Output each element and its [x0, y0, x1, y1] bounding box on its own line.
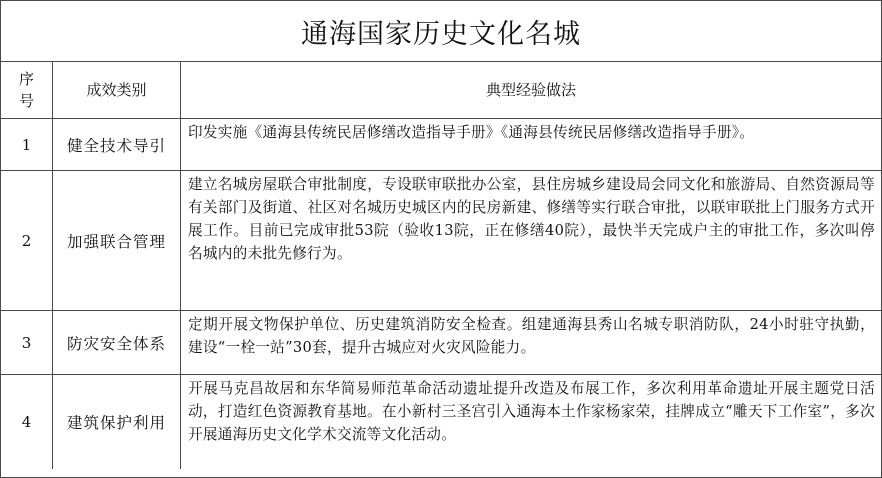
row-4-number: 4 — [1, 375, 53, 469]
row-3-category: 防灾安全体系 — [53, 311, 181, 375]
header-number-line1: 序 — [18, 70, 34, 88]
row-2-method: 建立名城房屋联合审批制度，专设联审联批办公室，县住房城乡建设局会同文化和旅游局、自然资源局等有关部门及街道、社区对名城历史城区内的民房新建、修缮等实行联合审批，以联审联批上门服务方式开展工作。目前已完成审批53院（验收13院，正在修缮40院），最快半天完成户主的审批工作，多次叫停名城内的未批先修行为。 — [181, 171, 881, 311]
row-4-method: 开展马克昌故居和东华简易师范革命活动遗址提升改造及布展工作，多次利用革命遗址开展主题党日活动，打造红色资源教育基地。在小新村三圣宫引入通海本土作家杨家荣，挂牌成立“雕天下工作室”，多次开展通海历史文化学术交流等文化活动。 — [188, 380, 875, 443]
row-1-number: 1 — [1, 119, 53, 171]
header-method: 典型经验做法 — [181, 62, 881, 119]
row-1-method: 印发实施《通海县传统民居修缮改造指导手册》《通海县传统民居修缮改造指导手册》。 — [181, 119, 881, 171]
row-3-method: 定期开展文物保护单位、历史建筑消防安全检查。组建通海县秀山名城专职消防队，24小时驻守执勤，建设“一栓一站”30套，提升古城应对火灾风险能力。 — [181, 311, 881, 375]
table-grid — [1, 62, 881, 469]
header-number-line2: 号 — [18, 92, 34, 110]
row-3-number: 3 — [1, 311, 53, 375]
row-2-number: 2 — [1, 171, 53, 311]
header-number — [1, 62, 53, 119]
row-2-category: 加强联合管理 — [53, 171, 181, 311]
row-4-category: 建筑保护利用 — [53, 375, 181, 469]
header-category: 成效类别 — [53, 62, 181, 119]
table-title: 通海国家历史文化名城 — [1, 1, 881, 62]
row-1-category: 健全技术导引 — [53, 119, 181, 171]
